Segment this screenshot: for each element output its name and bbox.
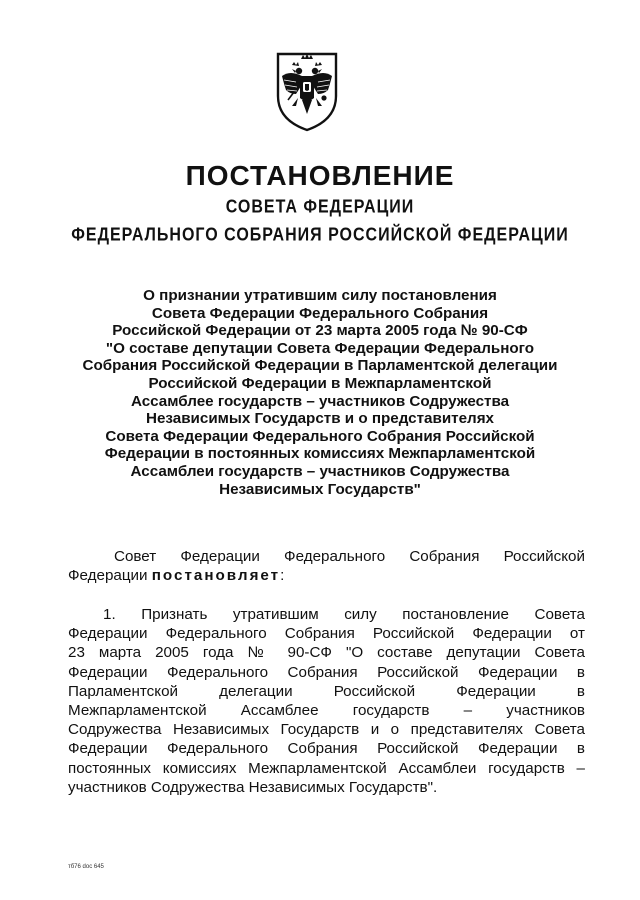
footer-file-code: тб76 doc 645 <box>68 864 104 870</box>
heading-line: Независимых Государств" <box>219 480 421 498</box>
item-line: участников Содружества Независимых Государств". <box>68 778 438 796</box>
item-line: 23 марта 2005 года № 90-СФ "О составе депутации Совета <box>68 644 585 662</box>
heading-line: Ассамблее государств – участников Содружества <box>130 392 510 410</box>
heading-line: О признании утратившим силу постановления <box>143 287 497 304</box>
item-line: Межпарламентской Ассамблее государств – участников <box>68 702 585 720</box>
preamble-paragraph <box>68 547 585 585</box>
item-line: Парламентской делегации Российской Федерации в <box>68 682 585 700</box>
item-1-paragraph <box>68 605 585 797</box>
heading-line: Совета Федерации Федерального Собрания <box>151 304 489 322</box>
heading-line: "О составе депутации Совета Федерации Федерального <box>105 339 535 357</box>
item-line: постоянных комиссиях Межпарламентской Ассамблеи государств – <box>68 759 585 777</box>
heading-line: Совета Федерации Федерального Собрания Российской <box>105 427 535 445</box>
heading-line: Российской Федерации в Межпарламентской <box>148 374 492 392</box>
heading-line: Собрания Российской Федерации в Парламентской делегации <box>82 357 558 375</box>
item-line: Федерации Федерального Собрания Российской Федерации в <box>68 740 585 758</box>
item-line: 1. Признать утратившим силу постановление Совета <box>103 606 585 623</box>
heading-line: Ассамблеи государств – участников Содружества <box>130 462 510 480</box>
preamble-line: Совет Федерации Федерального Собрания Российской <box>114 548 585 565</box>
heading-line: Федерации в постоянных комиссиях Межпарламентской <box>104 445 536 463</box>
document-title: ПОСТАНОВЛЕНИЕ <box>185 160 455 191</box>
preamble-text: Федерации <box>68 567 152 585</box>
document-issuer-line1: СОВЕТА ФЕДЕРАЦИИ <box>225 197 415 218</box>
heading-line: Независимых Государств и о представителях <box>145 410 495 428</box>
preamble-line <box>68 566 585 585</box>
heading-line: Российской Федерации от 23 марта 2005 года № 90-СФ <box>112 322 528 340</box>
item-line: Федерации Федерального Собрания Российской Федерации в <box>68 663 585 681</box>
resolution-heading <box>60 287 580 498</box>
document-issuer-line2: ФЕДЕРАЛЬНОГО СОБРАНИЯ РОССИЙСКОЙ ФЕДЕРАЦИИ <box>71 225 569 246</box>
item-line: Федерации Федерального Собрания Российской Федерации от <box>68 625 585 643</box>
preamble-colon: : <box>280 567 285 585</box>
item-line: Содружества Независимых Государств и о представителях Совета <box>68 721 585 739</box>
coat-of-arms-icon <box>272 50 342 132</box>
decree-keyword: постановляет <box>151 567 281 585</box>
